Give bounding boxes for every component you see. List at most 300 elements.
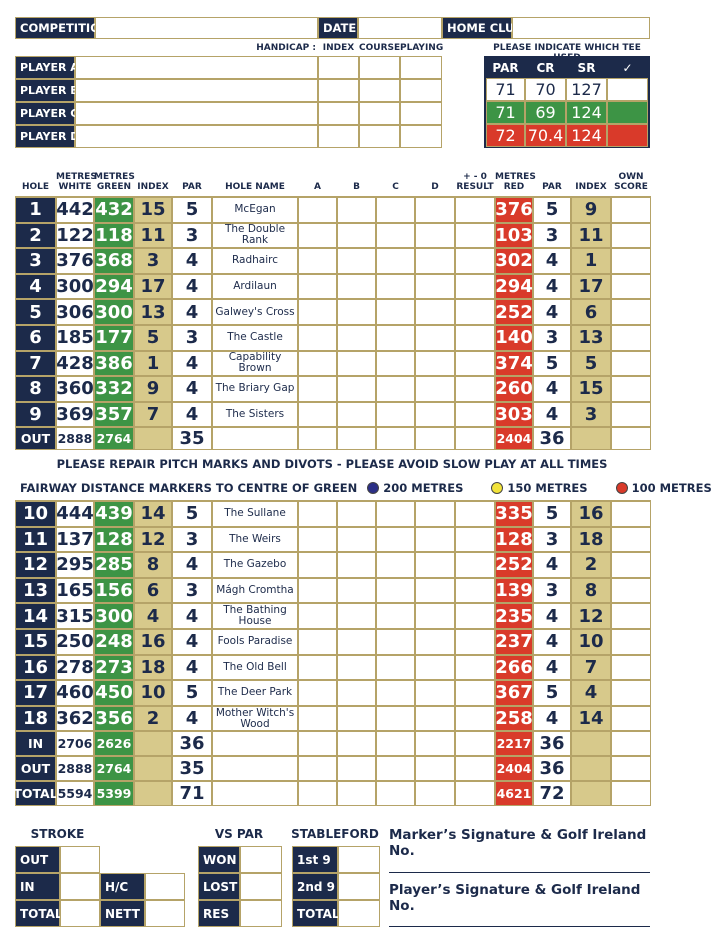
metres-green: 118 — [94, 223, 134, 249]
metres-red: 294 — [495, 274, 533, 300]
result-field[interactable] — [455, 325, 495, 351]
hole-number: 1 — [15, 197, 56, 223]
total-c[interactable] — [376, 731, 415, 756]
player-index-field[interactable] — [318, 102, 359, 125]
total-label: TOTAL — [15, 781, 56, 806]
handicap-playing-label: PLAYING — [400, 43, 444, 53]
metres-green: 332 — [94, 376, 134, 402]
score-a[interactable] — [298, 274, 337, 300]
score-b[interactable] — [337, 376, 376, 402]
total-own-score[interactable] — [611, 781, 651, 806]
vspar-label: WON — [198, 846, 240, 873]
hole-par: 4 — [172, 402, 212, 428]
score-b[interactable] — [337, 680, 376, 706]
player-playing-field[interactable] — [400, 125, 442, 148]
metres-white: 137 — [56, 527, 94, 553]
red-par: 4 — [533, 655, 571, 681]
tee-sr-value: 124 — [566, 101, 607, 124]
metres-red: 128 — [495, 527, 533, 553]
score-b[interactable] — [337, 629, 376, 655]
hole-par: 4 — [172, 655, 212, 681]
col-index-red: INDEX — [575, 182, 607, 192]
score-a[interactable] — [298, 223, 337, 249]
score-b[interactable] — [337, 197, 376, 223]
result-field[interactable] — [455, 501, 495, 527]
score-b[interactable] — [337, 527, 376, 553]
player-name-field[interactable] — [75, 102, 318, 125]
metres-white: 185 — [56, 325, 94, 351]
score-a[interactable] — [298, 527, 337, 553]
player-playing-field[interactable] — [400, 79, 442, 102]
own-score-field[interactable] — [611, 706, 651, 732]
total-index-blank — [134, 756, 172, 781]
score-c[interactable] — [376, 527, 415, 553]
metres-white: 362 — [56, 706, 94, 732]
score-d[interactable] — [415, 680, 455, 706]
red-index: 12 — [571, 603, 611, 629]
tee-sr-value: 127 — [566, 78, 607, 101]
own-score-field[interactable] — [611, 376, 651, 402]
total-red-par: 36 — [533, 427, 571, 450]
hole-index: 5 — [134, 325, 172, 351]
total-b[interactable] — [337, 756, 376, 781]
score-d[interactable] — [415, 527, 455, 553]
result-field[interactable] — [455, 376, 495, 402]
red-par: 3 — [533, 527, 571, 553]
score-a[interactable] — [298, 680, 337, 706]
result-field[interactable] — [455, 629, 495, 655]
result-field[interactable] — [455, 248, 495, 274]
score-d[interactable] — [415, 274, 455, 300]
red-par: 5 — [533, 197, 571, 223]
stroke-field[interactable] — [60, 846, 100, 873]
stableford-field[interactable] — [338, 873, 380, 900]
score-d[interactable] — [415, 578, 455, 604]
tee-sr-value: 124 — [566, 124, 607, 147]
total-own-score[interactable] — [611, 731, 651, 756]
hole-index: 9 — [134, 376, 172, 402]
total-red-index-blank — [571, 731, 611, 756]
red-index: 15 — [571, 376, 611, 402]
own-score-field[interactable] — [611, 578, 651, 604]
score-b[interactable] — [337, 299, 376, 325]
score-d[interactable] — [415, 351, 455, 377]
score-d[interactable] — [415, 655, 455, 681]
score-a[interactable] — [298, 402, 337, 428]
stroke-field[interactable] — [60, 900, 100, 927]
result-field[interactable] — [455, 274, 495, 300]
date-field[interactable] — [358, 17, 442, 39]
hole-index: 3 — [134, 248, 172, 274]
metres-green: 177 — [94, 325, 134, 351]
total-d[interactable] — [415, 731, 455, 756]
result-field[interactable] — [455, 603, 495, 629]
result-field[interactable] — [455, 351, 495, 377]
red-index: 18 — [571, 527, 611, 553]
score-a[interactable] — [298, 197, 337, 223]
score-d[interactable] — [415, 402, 455, 428]
fairway-markers-notice — [20, 481, 712, 495]
score-c[interactable] — [376, 325, 415, 351]
own-score-field[interactable] — [611, 603, 651, 629]
metres-red: 260 — [495, 376, 533, 402]
total-b[interactable] — [337, 427, 376, 450]
total-index-blank — [134, 427, 172, 450]
result-field[interactable] — [455, 552, 495, 578]
vspar-field[interactable] — [240, 846, 282, 873]
red-index: 8 — [571, 578, 611, 604]
score-d[interactable] — [415, 603, 455, 629]
total-b[interactable] — [337, 781, 376, 806]
score-b[interactable] — [337, 274, 376, 300]
player-course-field[interactable] — [359, 125, 400, 148]
score-d[interactable] — [415, 299, 455, 325]
total-own-score[interactable] — [611, 427, 651, 450]
competition-field[interactable] — [95, 17, 318, 39]
own-score-field[interactable] — [611, 299, 651, 325]
red-par: 4 — [533, 706, 571, 732]
total-index-blank — [134, 731, 172, 756]
result-field[interactable] — [455, 680, 495, 706]
stableford-title: STABLEFORD — [291, 827, 379, 841]
total-white: 2888 — [56, 756, 94, 781]
score-b[interactable] — [337, 706, 376, 732]
red-par: 4 — [533, 376, 571, 402]
score-c[interactable] — [376, 655, 415, 681]
metres-white: 376 — [56, 248, 94, 274]
hole-name: Radhairc — [212, 248, 298, 274]
score-a[interactable] — [298, 248, 337, 274]
score-a[interactable] — [298, 603, 337, 629]
marker-150-dot — [491, 482, 503, 494]
total-c[interactable] — [376, 781, 415, 806]
hole-name: The Briary Gap — [212, 376, 298, 402]
red-par: 4 — [533, 299, 571, 325]
hole-par: 4 — [172, 706, 212, 732]
score-c[interactable] — [376, 552, 415, 578]
player-name-field[interactable] — [75, 125, 318, 148]
home-club-field[interactable] — [512, 17, 650, 39]
score-d[interactable] — [415, 501, 455, 527]
tee-cr-value: 69 — [525, 101, 566, 124]
hole-par: 4 — [172, 351, 212, 377]
total-green: 5399 — [94, 781, 134, 806]
total-b[interactable] — [337, 731, 376, 756]
total-green: 2764 — [94, 756, 134, 781]
col-hole-name: HOLE NAME — [225, 182, 285, 192]
player-name-field[interactable] — [75, 56, 318, 79]
metres-red: 266 — [495, 655, 533, 681]
nett-field[interactable] — [145, 900, 185, 927]
own-score-field[interactable] — [611, 402, 651, 428]
total-white: 2706 — [56, 731, 94, 756]
total-white: 5594 — [56, 781, 94, 806]
date-label: DATE — [318, 17, 358, 39]
score-a[interactable] — [298, 629, 337, 655]
hole-index: 14 — [134, 501, 172, 527]
score-c[interactable] — [376, 351, 415, 377]
stroke-label: IN — [15, 873, 60, 900]
metres-white: 300 — [56, 274, 94, 300]
metres-white: 460 — [56, 680, 94, 706]
player-index-field[interactable] — [318, 125, 359, 148]
competition-label: COMPETITION — [15, 17, 95, 39]
metres-green: 285 — [94, 552, 134, 578]
hole-index: 8 — [134, 552, 172, 578]
own-score-field[interactable] — [611, 325, 651, 351]
score-d[interactable] — [415, 248, 455, 274]
total-red: 2404 — [495, 756, 533, 781]
total-result[interactable] — [455, 781, 495, 806]
score-c[interactable] — [376, 629, 415, 655]
metres-white: 278 — [56, 655, 94, 681]
metres-white: 295 — [56, 552, 94, 578]
score-b[interactable] — [337, 402, 376, 428]
metres-red: 258 — [495, 706, 533, 732]
hole-index: 16 — [134, 629, 172, 655]
col-metres-red: METRES RED — [495, 172, 536, 192]
score-a[interactable] — [298, 655, 337, 681]
hole-number: 7 — [15, 351, 56, 377]
metres-green: 300 — [94, 299, 134, 325]
total-red-index-blank — [571, 756, 611, 781]
hole-number: 4 — [15, 274, 56, 300]
stableford-field[interactable] — [338, 846, 380, 873]
score-b[interactable] — [337, 655, 376, 681]
total-result[interactable] — [455, 731, 495, 756]
total-name-blank — [212, 427, 298, 450]
score-b[interactable] — [337, 248, 376, 274]
total-d[interactable] — [415, 427, 455, 450]
metres-green: 300 — [94, 603, 134, 629]
hole-name: The Double Rank — [212, 223, 298, 249]
tee-check-box[interactable] — [607, 124, 648, 147]
hole-name: The Deer Park — [212, 680, 298, 706]
player-name-field[interactable] — [75, 79, 318, 102]
player-label: PLAYER C — [15, 102, 75, 125]
col-par: PAR — [182, 182, 202, 192]
hole-par: 4 — [172, 629, 212, 655]
score-b[interactable] — [337, 325, 376, 351]
total-d[interactable] — [415, 781, 455, 806]
result-field[interactable] — [455, 223, 495, 249]
vspar-field[interactable] — [240, 900, 282, 927]
hole-number: 5 — [15, 299, 56, 325]
total-par: 71 — [172, 781, 212, 806]
stableford-field[interactable] — [338, 900, 380, 927]
player-course-field[interactable] — [359, 79, 400, 102]
player-course-field[interactable] — [359, 102, 400, 125]
red-index: 14 — [571, 706, 611, 732]
tee-check-box[interactable] — [607, 78, 648, 101]
hole-par: 5 — [172, 680, 212, 706]
total-c[interactable] — [376, 756, 415, 781]
score-c[interactable] — [376, 402, 415, 428]
stroke-label: OUT — [15, 846, 60, 873]
metres-green: 386 — [94, 351, 134, 377]
hole-number: 14 — [15, 603, 56, 629]
own-score-field[interactable] — [611, 629, 651, 655]
metres-red: 367 — [495, 680, 533, 706]
col-b: B — [353, 182, 360, 192]
hole-index: 11 — [134, 223, 172, 249]
own-score-field[interactable] — [611, 274, 651, 300]
col-metres-green: METRES GREEN — [94, 172, 135, 192]
hole-name: Capability Brown — [212, 351, 298, 377]
result-field[interactable] — [455, 197, 495, 223]
tee-header: CR — [525, 58, 566, 78]
tee-check-box[interactable] — [607, 101, 648, 124]
own-score-field[interactable] — [611, 655, 651, 681]
player-label: PLAYER A — [15, 56, 75, 79]
player-index-field[interactable] — [318, 56, 359, 79]
metres-green: 156 — [94, 578, 134, 604]
score-d[interactable] — [415, 376, 455, 402]
score-b[interactable] — [337, 351, 376, 377]
score-d[interactable] — [415, 706, 455, 732]
total-own-score[interactable] — [611, 756, 651, 781]
own-score-field[interactable] — [611, 248, 651, 274]
total-result[interactable] — [455, 756, 495, 781]
red-index: 3 — [571, 402, 611, 428]
red-index: 10 — [571, 629, 611, 655]
result-field[interactable] — [455, 527, 495, 553]
own-score-field[interactable] — [611, 501, 651, 527]
tee-prompt: PLEASE INDICATE WHICH TEE — [493, 43, 641, 53]
player-index-field[interactable] — [318, 79, 359, 102]
score-a[interactable] — [298, 706, 337, 732]
score-d[interactable] — [415, 197, 455, 223]
score-a[interactable] — [298, 578, 337, 604]
hole-index: 7 — [134, 402, 172, 428]
total-par: 36 — [172, 731, 212, 756]
hole-name: The Weirs — [212, 527, 298, 553]
result-field[interactable] — [455, 655, 495, 681]
metres-white: 428 — [56, 351, 94, 377]
hole-par: 3 — [172, 223, 212, 249]
hole-name: The Sullane — [212, 501, 298, 527]
score-b[interactable] — [337, 578, 376, 604]
score-d[interactable] — [415, 325, 455, 351]
total-a[interactable] — [298, 427, 337, 450]
hole-number: 12 — [15, 552, 56, 578]
score-c[interactable] — [376, 197, 415, 223]
own-score-field[interactable] — [611, 680, 651, 706]
hc-label: H/C — [100, 873, 145, 900]
stableford-label: 2nd 9 — [292, 873, 338, 900]
score-c[interactable] — [376, 376, 415, 402]
score-b[interactable] — [337, 603, 376, 629]
player-playing-field[interactable] — [400, 56, 442, 79]
score-d[interactable] — [415, 629, 455, 655]
result-field[interactable] — [455, 706, 495, 732]
own-score-field[interactable] — [611, 527, 651, 553]
hole-par: 4 — [172, 248, 212, 274]
result-field[interactable] — [455, 299, 495, 325]
hole-number: 13 — [15, 578, 56, 604]
total-a[interactable] — [298, 756, 337, 781]
hole-number: 3 — [15, 248, 56, 274]
score-c[interactable] — [376, 578, 415, 604]
red-par: 4 — [533, 248, 571, 274]
total-a[interactable] — [298, 731, 337, 756]
own-score-field[interactable] — [611, 552, 651, 578]
col-c: C — [392, 182, 399, 192]
score-a[interactable] — [298, 552, 337, 578]
metres-green: 368 — [94, 248, 134, 274]
hole-number: 11 — [15, 527, 56, 553]
hole-par: 5 — [172, 501, 212, 527]
hole-index: 10 — [134, 680, 172, 706]
own-score-field[interactable] — [611, 351, 651, 377]
score-a[interactable] — [298, 351, 337, 377]
score-b[interactable] — [337, 223, 376, 249]
result-field[interactable] — [455, 402, 495, 428]
hole-number: 9 — [15, 402, 56, 428]
own-score-field[interactable] — [611, 223, 651, 249]
score-a[interactable] — [298, 501, 337, 527]
own-score-field[interactable] — [611, 197, 651, 223]
hole-index: 18 — [134, 655, 172, 681]
stroke-field[interactable] — [60, 873, 100, 900]
total-result[interactable] — [455, 427, 495, 450]
total-c[interactable] — [376, 427, 415, 450]
score-c[interactable] — [376, 603, 415, 629]
total-par: 35 — [172, 756, 212, 781]
col-d: D — [431, 182, 439, 192]
score-d[interactable] — [415, 552, 455, 578]
hc-field[interactable] — [145, 873, 185, 900]
score-a[interactable] — [298, 299, 337, 325]
score-c[interactable] — [376, 223, 415, 249]
score-d[interactable] — [415, 223, 455, 249]
tee-cr-value: 70.4 — [525, 124, 566, 147]
player-signature-label: Player’s Signature & Golf Ireland No. — [389, 882, 641, 914]
score-c[interactable] — [376, 680, 415, 706]
player-playing-field[interactable] — [400, 102, 442, 125]
hole-number: 8 — [15, 376, 56, 402]
score-b[interactable] — [337, 552, 376, 578]
total-red-par: 36 — [533, 756, 571, 781]
score-a[interactable] — [298, 376, 337, 402]
marker-signature-line[interactable] — [389, 872, 650, 873]
total-a[interactable] — [298, 781, 337, 806]
score-c[interactable] — [376, 274, 415, 300]
score-b[interactable] — [337, 501, 376, 527]
tee-header: ✓ — [607, 58, 648, 78]
score-c[interactable] — [376, 248, 415, 274]
player-signature-line[interactable] — [389, 926, 650, 927]
score-a[interactable] — [298, 325, 337, 351]
marker-100-label: 100 METRES — [631, 481, 712, 495]
player-course-field[interactable] — [359, 56, 400, 79]
score-c[interactable] — [376, 299, 415, 325]
metres-red: 103 — [495, 223, 533, 249]
stableford-label: 1st 9 — [292, 846, 338, 873]
col-index: INDEX — [137, 182, 169, 192]
score-c[interactable] — [376, 706, 415, 732]
total-d[interactable] — [415, 756, 455, 781]
result-field[interactable] — [455, 578, 495, 604]
hole-par: 3 — [172, 578, 212, 604]
stableford-label: TOTAL — [292, 900, 338, 927]
vspar-field[interactable] — [240, 873, 282, 900]
red-index: 9 — [571, 197, 611, 223]
tee-par-value: 71 — [486, 78, 525, 101]
score-c[interactable] — [376, 501, 415, 527]
metres-white: 369 — [56, 402, 94, 428]
hole-name: Fools Paradise — [212, 629, 298, 655]
